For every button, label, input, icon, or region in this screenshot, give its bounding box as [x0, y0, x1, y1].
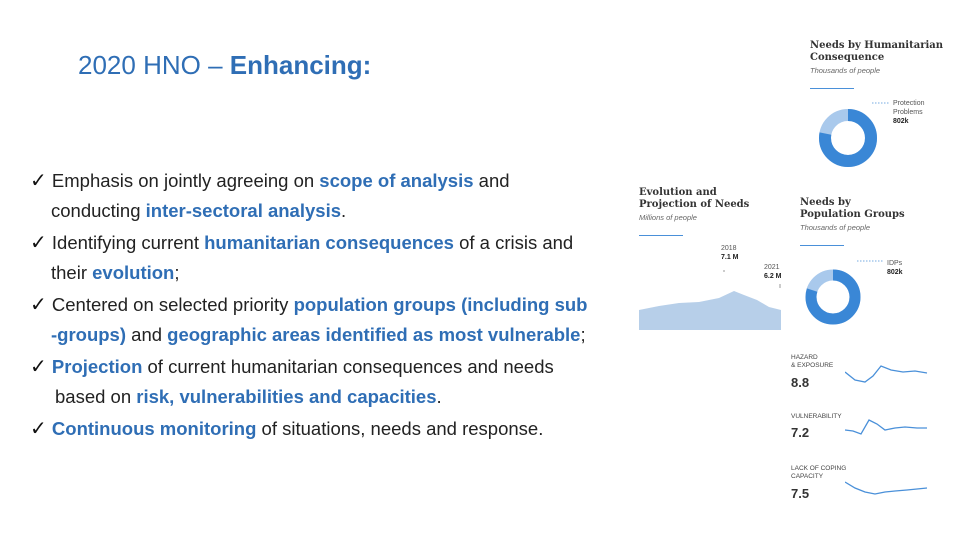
bullet-text: conducting	[51, 200, 146, 221]
bullet-text: and	[126, 324, 168, 345]
risk-sparkline-hazard-line	[845, 366, 927, 382]
check-icon: ✓	[30, 292, 47, 316]
risk-label-hazard-line-1: HAZARD	[791, 354, 818, 361]
consequence-label-line-1: Protection	[893, 100, 925, 107]
consequence-title-line-2: Consequence	[810, 52, 885, 63]
risk-sparkline-vulnerability	[845, 410, 930, 440]
evolution-year-2-value: 6.2 M	[764, 273, 782, 280]
slide-title-emphasis: Enhancing:	[229, 50, 372, 80]
bullet-highlight: Continuous monitoring	[51, 418, 257, 439]
bullet-highlight: evolution	[92, 262, 175, 283]
consequence-panel	[810, 40, 943, 75]
risk-label-coping-line-1: LACK OF COPING	[791, 465, 847, 472]
population-value: 802k	[887, 269, 903, 276]
check-icon: ✓	[30, 416, 47, 440]
bullet-text: of situations, needs and response.	[256, 418, 544, 439]
bullet-text: based on	[55, 386, 137, 407]
evolution-area	[639, 291, 781, 330]
bullet-highlight: population groups (including sub	[293, 294, 588, 315]
risk-label-vulnerability-line-1: VULNERABILITY	[791, 413, 842, 420]
bullet-2-line-1	[30, 230, 573, 255]
population-title-line-2: Population Groups	[800, 209, 905, 220]
bullet-4-line-2	[55, 385, 442, 409]
bullet-text: ;	[174, 262, 180, 283]
bullet-3-line-1	[30, 292, 587, 317]
risk-label-hazard-line-2: & EXPOSURE	[791, 362, 834, 369]
bullet-3-line-2	[51, 323, 586, 347]
evolution-year-1-value: 7.1 M	[721, 254, 739, 261]
risk-label-hazard	[791, 354, 833, 370]
population-callout	[887, 259, 903, 277]
risk-sparkline-vulnerability-line	[845, 420, 927, 434]
evolution-title-line-2: Projection of Needs	[639, 199, 750, 210]
bullet-highlight: humanitarian consequences	[204, 232, 454, 253]
risk-sparkline-hazard	[845, 358, 930, 388]
bullet-5-line-1	[30, 416, 543, 441]
consequence-label-line-2: Problems	[893, 109, 923, 116]
risk-label-vulnerability	[791, 413, 842, 421]
population-divider	[800, 245, 844, 246]
bullet-highlight: geographic areas identified as most vulnerable	[167, 324, 581, 345]
consequence-title-line-1: Needs by Humanitarian	[810, 40, 944, 51]
evolution-area-chart	[639, 270, 781, 332]
risk-sparkline-coping	[845, 470, 930, 500]
check-icon: ✓	[30, 230, 47, 254]
bullet-2-line-2	[51, 261, 180, 285]
bullet-text: Emphasis on jointly agreeing on	[51, 170, 320, 191]
bullet-text: ;	[580, 324, 586, 345]
consequence-callout	[893, 99, 925, 126]
bullet-1-line-2	[51, 199, 346, 223]
bullet-highlight: inter-sectoral analysis	[145, 200, 341, 221]
risk-label-coping-line-2: CAPACITY	[791, 473, 824, 480]
risk-value-coping: 7.5	[791, 486, 810, 501]
risk-sparkline-coping-line	[845, 482, 927, 494]
bullet-text: and	[473, 170, 510, 191]
population-panel	[800, 197, 905, 232]
slide-title-prefix: 2020 HNO –	[78, 50, 230, 80]
bullet-text: Identifying current	[51, 232, 205, 253]
evolution-panel	[639, 187, 749, 222]
evolution-subtitle: Millions of people	[639, 213, 697, 222]
risk-value-hazard: 8.8	[791, 375, 810, 390]
population-label: IDPs	[887, 260, 903, 267]
consequence-divider	[810, 88, 854, 89]
bullet-highlight: -groups)	[51, 324, 127, 345]
consequence-value: 802k	[893, 118, 909, 125]
evolution-divider	[639, 235, 683, 236]
bullet-text: .	[341, 200, 347, 221]
bullet-1-line-1	[30, 168, 510, 193]
consequence-subtitle: Thousands of people	[810, 66, 881, 75]
population-subtitle: Thousands of people	[800, 223, 871, 232]
evolution-year-1-label: 2018	[721, 245, 737, 252]
bullet-4-line-1	[30, 354, 554, 379]
bullet-text: of a crisis and	[453, 232, 574, 253]
evolution-title-line-1: Evolution and	[639, 187, 717, 198]
bullet-text: .	[436, 386, 442, 407]
evolution-year-2-label: 2021	[764, 264, 780, 271]
bullet-highlight: risk, vulnerabilities and capacities	[136, 386, 437, 407]
check-icon: ✓	[30, 354, 47, 378]
bullet-text: Centered on selected priority	[51, 294, 294, 315]
bullet-text: their	[51, 262, 93, 283]
slide-title	[78, 50, 371, 81]
bullet-text: of current humanitarian consequences and needs	[142, 356, 554, 377]
bullet-highlight: Projection	[51, 356, 143, 377]
evolution-year-1	[721, 244, 739, 262]
check-icon: ✓	[30, 168, 47, 192]
population-title-line-1: Needs by	[800, 197, 851, 208]
consequence-donut-chart	[806, 98, 946, 178]
risk-value-vulnerability: 7.2	[791, 425, 810, 440]
bullet-highlight: scope of analysis	[319, 170, 474, 191]
risk-label-coping	[791, 465, 846, 481]
